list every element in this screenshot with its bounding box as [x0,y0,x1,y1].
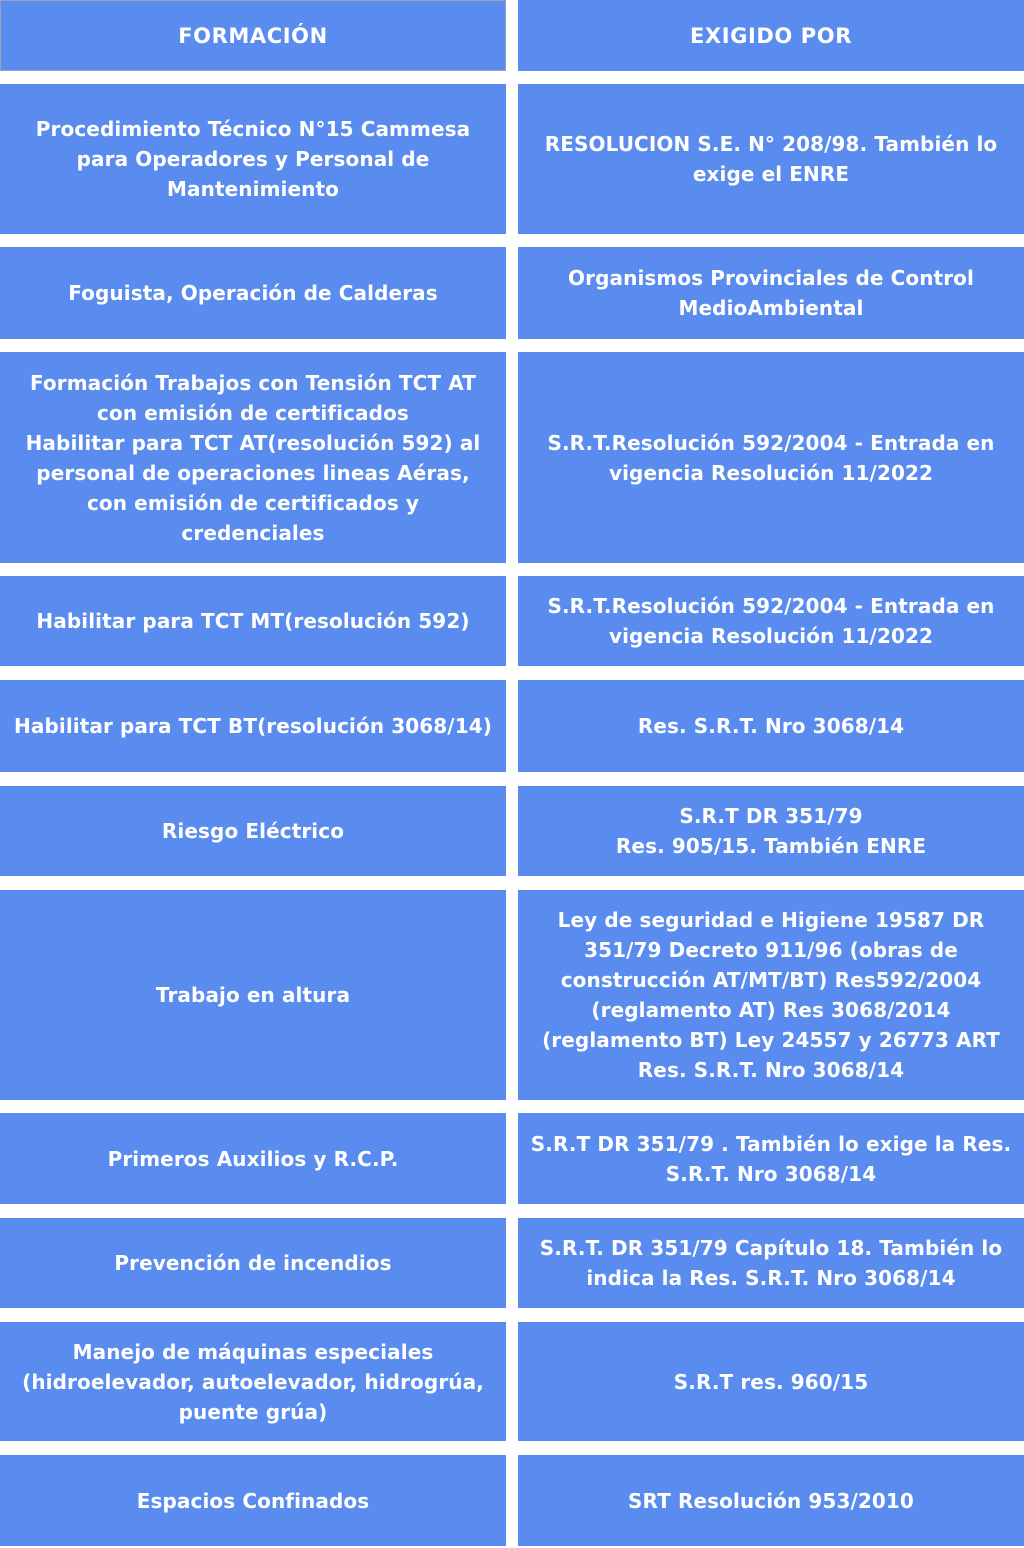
row-8-exigido-por: S.R.T DR 351/79 . También lo exige la Res. S.R.T. Nro 3068/14 [518,1113,1024,1204]
row-2-formacion: Foguista, Operación de Calderas [0,247,506,339]
row-11-formacion: Espacios Confinados [0,1455,506,1546]
row-7-exigido-por: Ley de seguridad e Higiene 19587 DR 351/79 Decreto 911/96 (obras de construcción AT/MT/BT) Res592/2004 (reglamento AT) Res 3068/2014 (reglamento BT) Ley 24557 y 26773 ART Res. S.R.T. Nro 3068/14 [518,890,1024,1100]
row-4-exigido-por: S.R.T.Resolución 592/2004 - Entrada en vigencia Resolución 11/2022 [518,576,1024,666]
row-5-formacion: Habilitar para TCT BT(resolución 3068/14) [0,680,506,772]
row-6-formacion: Riesgo Eléctrico [0,786,506,876]
row-10-exigido-por: S.R.T res. 960/15 [518,1322,1024,1441]
row-9-formacion: Prevención de incendios [0,1218,506,1308]
row-11-exigido-por: SRT Resolución 953/2010 [518,1455,1024,1546]
row-7-formacion: Trabajo en altura [0,890,506,1100]
row-1-exigido-por: RESOLUCION S.E. N° 208/98. También lo exige el ENRE [518,84,1024,234]
header-formacion: FORMACIÓN [0,0,506,71]
row-1-formacion: Procedimiento Técnico N°15 Cammesa para Operadores y Personal de Mantenimiento [0,84,506,234]
row-6-exigido-por: S.R.T DR 351/79 Res. 905/15. También ENRE [518,786,1024,876]
row-5-exigido-por: Res. S.R.T. Nro 3068/14 [518,680,1024,772]
row-3-exigido-por: S.R.T.Resolución 592/2004 - Entrada en vigencia Resolución 11/2022 [518,352,1024,563]
row-3-formacion: Formación Trabajos con Tensión TCT AT con emisión de certificados Habilitar para TCT AT(resolución 592) al personal de operaciones lineas Aéras, con emisión de certificados y credenciales [0,352,506,563]
row-2-exigido-por: Organismos Provinciales de Control MedioAmbiental [518,247,1024,339]
row-10-formacion: Manejo de máquinas especiales (hidroelevador, autoelevador, hidrogrúa, puente grúa) [0,1322,506,1441]
row-4-formacion: Habilitar para TCT MT(resolución 592) [0,576,506,666]
header-exigido-por: EXIGIDO POR [518,0,1024,71]
row-8-formacion: Primeros Auxilios y R.C.P. [0,1113,506,1204]
row-9-exigido-por: S.R.T. DR 351/79 Capítulo 18. También lo indica la Res. S.R.T. Nro 3068/14 [518,1218,1024,1308]
